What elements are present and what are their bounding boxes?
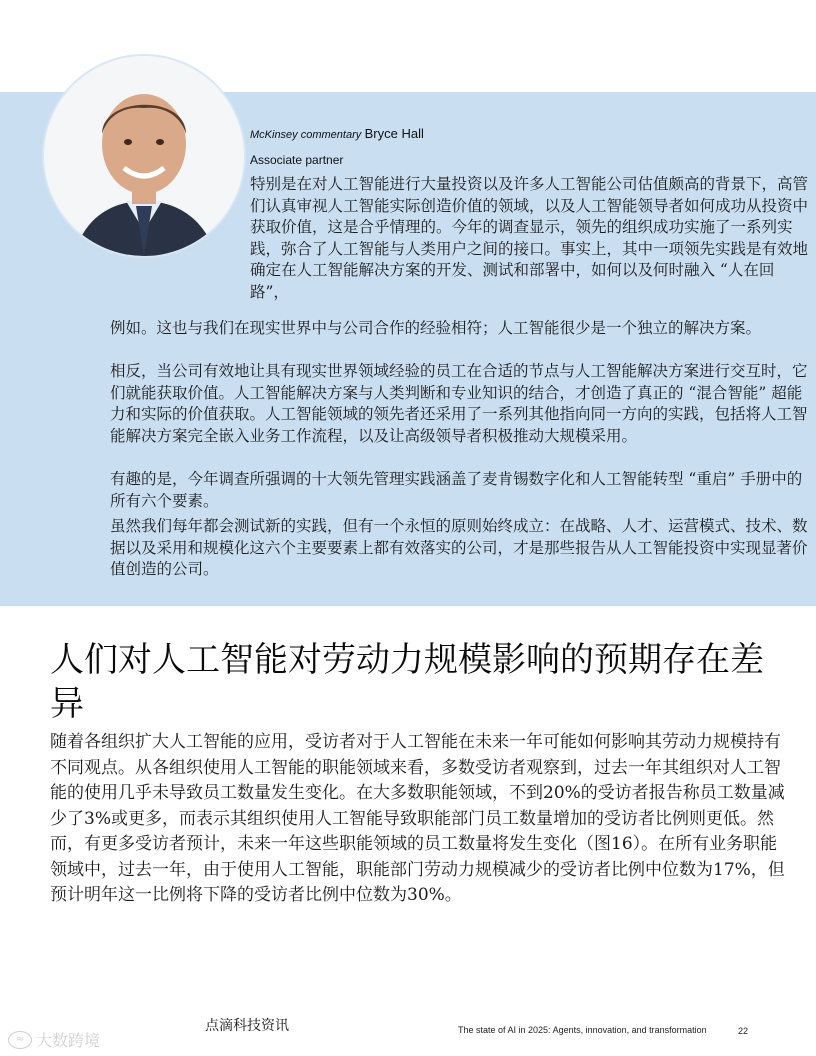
- watermark-logo-icon: ≈: [8, 1031, 32, 1049]
- section-body: 随着各组织扩大人工智能的应用，受访者对于人工智能在未来一年可能如何影响其劳动力规模持有不同观点。从各组织使用人工智能的职能领域来看，多数受访者观察到，过去一年其组织对人工智能的使用几乎未导致员工数量发生变化。在大多数职能领域，不到20%的受访者报告称员工数量减少了3%或更多，而表示其组织使用人工智能导致职能部门员工数量增加的受访者比例则更低。然而，有更多受访者预计，未来一年这些职能领域的员工数量将发生变化（图16）。在所有业务职能领域中，过去一年，由于使用人工智能，职能部门劳动力规模减少的受访者比例中位数为17%，但预计明年这一比例将下降的受访者比例中位数为30%。: [50, 732, 785, 905]
- watermark: [8, 1028, 100, 1051]
- watermark-text: 大数跨境: [36, 1031, 101, 1050]
- commentary-paragraph: 相反，当公司有效地让具有现实世界领域经验的员工在合适的节点与人工智能解决方案进行交互时，它们就能获取价值。人工智能解决方案与人类判断和专业知识的结合，才创造了真正的 “混合智能” 超能力和实际的价值获取。人工智能领域的领先者还采用了一系列其他指向同一方向的实践，包括将人工智能解决方案完全嵌入业务工作流程，以及让高级领导者积极推动大规模采用。: [110, 362, 808, 445]
- commentary-paragraph: 特别是在对人工智能进行大量投资以及许多人工智能公司估值颇高的背景下，高管们认真审视人工智能实际创造价值的领域，以及人工智能领导者如何成功从投资中获取价值，这是合乎情理的。今年的调查显示，领先的组织成功实施了一系列实践，弥合了人工智能与人类用户之间的接口。事实上，其中一项领先实践是有效地确定在人工智能解决方案的开发、测试和部署中，如何以及何时融入 “人在回路”，: [250, 175, 809, 301]
- commentary-paragraph: 例如。这也与我们在现实世界中与公司合作的经验相符；人工智能很少是一个独立的解决方案。: [110, 319, 762, 337]
- section-heading: 人们对人工智能对劳动力规模影响的预期存在差异: [50, 640, 764, 724]
- author-name: Bryce Hall: [364, 126, 424, 141]
- person-photo-icon: [44, 56, 244, 256]
- commentary-paragraph: 有趣的是，今年调查所强调的十大领先管理实践涵盖了麦肯锡数字化和人工智能转型 “重启” 手册中的所有六个要素。: [110, 470, 803, 510]
- commentary-byline: [250, 126, 424, 141]
- author-role: Associate partner: [250, 153, 344, 167]
- footer-source: 点滴科技资讯: [205, 1018, 289, 1034]
- commentary-paragraph: 虽然我们每年都会测试新的实践，但有一个永恒的原则始终成立：在战略、人才、运营模式、技术、数据以及采用和规模化这六个主要要素上都有效落实的公司，才是那些报告从人工智能投资中实现显著价值创造的公司。: [110, 517, 808, 578]
- footer-report-title: The state of AI in 2025: Agents, innovation, and transformation: [458, 1025, 707, 1035]
- author-portrait: [42, 54, 246, 258]
- page-number: 22: [738, 1026, 749, 1036]
- commentary-kicker: McKinsey commentary: [250, 129, 362, 141]
